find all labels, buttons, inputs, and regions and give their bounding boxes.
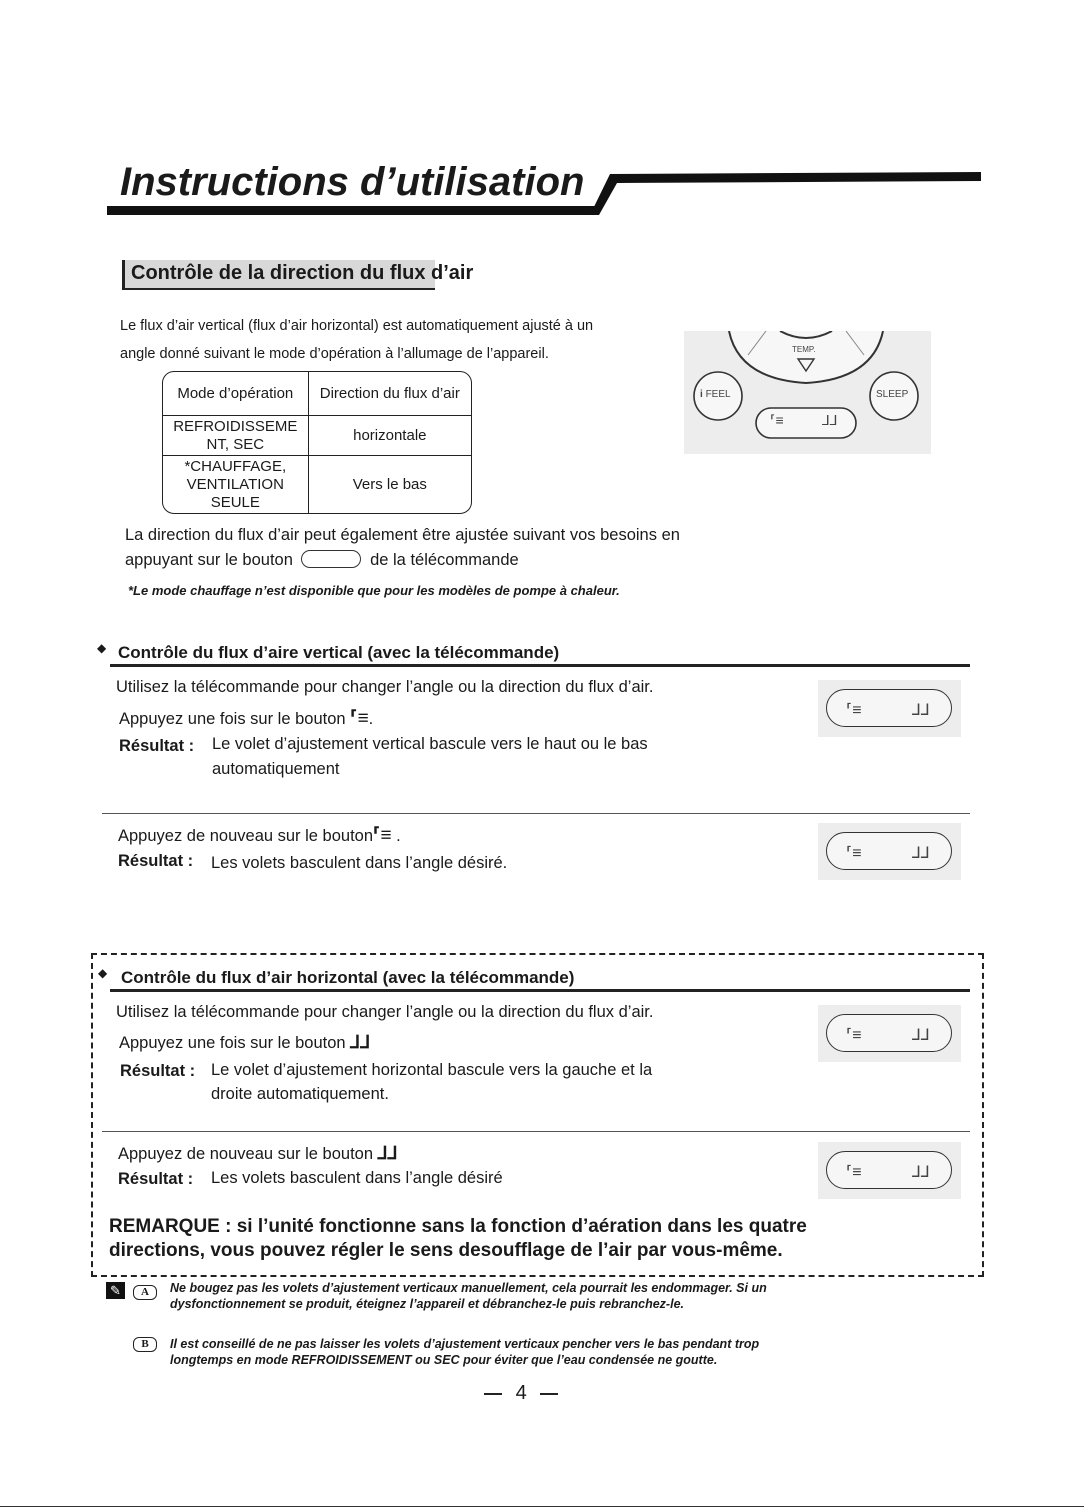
horizontal-heading-rule (110, 989, 970, 992)
vertical-intro: Utilisez la télécommande pour changer l’angle ou la direction du flux d’air. (116, 678, 654, 696)
swing-buttons-pill (826, 832, 952, 870)
note-a-line-2: dysfonctionnement se produit, éteignez l’appareil et débranchez-le puis rebranchez-le. (170, 1297, 684, 1311)
adjust-line-2 (125, 551, 519, 570)
mode-text: NT, SEC (206, 435, 265, 453)
swing-horizontal-icon: ⅃⅃ (912, 1027, 930, 1044)
table-header-mode: Mode d’opération (163, 372, 309, 416)
horizontal-step-1 (119, 1032, 370, 1053)
result-label: Résultat : (118, 852, 194, 870)
result-label: Résultat : (119, 737, 195, 755)
horizontal-result-2: Les volets basculent dans l’angle désiré (211, 1169, 503, 1187)
swing-vertical-icon: ⸢≡ (373, 825, 392, 846)
note-b-line-2: longtemps en mode REFROIDISSEMENT ou SEC pour éviter que l’eau condensée ne goutte. (170, 1353, 718, 1367)
note-b-line-1: Il est conseillé de ne pas laisser les volets d’ajustement verticaux pencher vers le bas pendant trop (170, 1337, 760, 1351)
remote-button-panel (818, 823, 961, 880)
table-row-mode (163, 416, 309, 456)
table-row-mode (163, 456, 309, 513)
feel-label: FEEL (705, 389, 731, 400)
vertical-heading: Contrôle du flux d’aire vertical (avec la télécommande) (118, 643, 560, 662)
swing-buttons-pill (826, 1151, 952, 1189)
feel-prefix: i (700, 389, 703, 400)
swing-vertical-icon: ⸢≡ (846, 845, 862, 862)
swing-button-icon (301, 550, 361, 568)
step-text: Appuyez une fois sur le bouton (119, 710, 346, 728)
section-title: Contrôle de la direction du flux d’air (131, 262, 474, 284)
remark-line-2: directions, vous pouvez régler le sens desoufflage de l’air par vous-même. (109, 1240, 783, 1261)
remote-button-panel (818, 1005, 961, 1062)
remote-control-image (684, 331, 931, 454)
pencil-note-icon: ✎ (106, 1282, 125, 1299)
result-label: Résultat : (118, 1170, 194, 1188)
swing-vertical-icon: ⸢≡ (846, 1164, 862, 1181)
swing-vertical-icon: ⸢≡ (846, 1027, 862, 1044)
footnote: *Le mode chauffage n’est disponible que pour les modèles de pompe à chaleur. (128, 583, 620, 598)
horizontal-step-2 (118, 1143, 398, 1164)
divider (102, 1131, 970, 1132)
divider (102, 813, 970, 814)
swing-horizontal-icon: ⅃⅃ (912, 845, 930, 862)
table-header-direction: Direction du flux d’air (309, 372, 471, 416)
page-number-text: 4 (515, 1382, 527, 1404)
step-text: Appuyez une fois sur le bouton (119, 1034, 346, 1052)
swing-horizontal-icon: ⅃⅃ (912, 702, 930, 719)
mode-text: REFROIDISSEME (173, 417, 298, 435)
swing-horizontal-icon: ⅃⅃ (822, 412, 838, 428)
swing-vertical-icon: ⸢≡ (770, 412, 784, 428)
note-a-line-1: Ne bougez pas les volets d’ajustement verticaux manuellement, cela pourrait les endommager. Si un (170, 1281, 767, 1295)
adjust-line-1: La direction du flux d’air peut également être ajustée suivant vos besoins en (125, 526, 680, 544)
mode-table (162, 371, 472, 514)
swing-vertical-icon: ⸢≡ (846, 702, 862, 719)
vertical-result-2: Les volets basculent dans l’angle désiré. (211, 854, 508, 872)
step-text: Appuyez de nouveau sur le bouton (118, 1145, 374, 1163)
bottom-border (0, 1506, 1084, 1507)
vertical-step-2: Appuyez de nouveau sur le bouton⸢≡ . (118, 825, 401, 846)
horizontal-result-1-line-2: droite automatiquement. (211, 1085, 389, 1103)
remote-button-panel (818, 680, 961, 737)
intro-line-1: Le flux d’air vertical (flux d’air horizontal) est automatiquement ajusté à un (120, 318, 594, 334)
temp-label: TEMP. (792, 345, 816, 354)
sleep-label: SLEEP (876, 389, 909, 400)
badge-letter: A (133, 1285, 157, 1300)
swing-buttons-pill (826, 1014, 952, 1052)
title-underline (105, 168, 985, 218)
result-label: Résultat : (120, 1062, 196, 1080)
table-row-direction: Vers le bas (352, 475, 427, 493)
page-number (484, 1382, 558, 1405)
swing-horizontal-icon: ⅃⅃ (350, 1032, 371, 1052)
vertical-result-1-line-1: Le volet d’ajustement vertical bascule vers le haut ou le bas (212, 735, 648, 753)
bullet-icon: ◆ (98, 966, 108, 980)
vertical-heading-rule (110, 664, 970, 667)
horizontal-heading: Contrôle du flux d’air horizontal (avec la télécommande) (121, 968, 575, 987)
adjust-line-2-post: de la télécommande (370, 551, 519, 569)
horizontal-result-1-line-1: Le volet d’ajustement horizontal bascule vers la gauche et la (211, 1061, 653, 1079)
mode-text: VENTILATION (186, 475, 284, 493)
bullet-icon: ◆ (97, 641, 107, 655)
page-title: Instructions d’utilisation (120, 160, 585, 204)
badge-letter: B (133, 1337, 157, 1352)
swing-vertical-icon: ⸢≡ (350, 708, 369, 729)
step-text: Appuyez de nouveau sur le bouton (118, 827, 374, 845)
horizontal-intro: Utilisez la télécommande pour changer l’angle ou la direction du flux d’air. (116, 1003, 654, 1021)
vertical-step-1: Appuyez une fois sur le bouton ⸢≡. (119, 708, 374, 729)
remark-line-1: REMARQUE : si l’unité fonctionne sans la fonction d’aération dans les quatre (109, 1216, 807, 1237)
vertical-result-1-line-2: automatiquement (212, 760, 340, 778)
remote-button-panel (818, 1142, 961, 1199)
note-b-badge (133, 1334, 157, 1352)
swing-horizontal-icon: ⅃⅃ (377, 1143, 398, 1163)
mode-text: *CHAUFFAGE, (184, 457, 287, 475)
intro-line-2: angle donné suivant le mode d’opération à l’allumage de l’appareil. (120, 346, 549, 362)
adjust-line-2-pre: appuyant sur le bouton (125, 551, 293, 569)
feel-button-label (700, 389, 731, 400)
swing-buttons-pill (826, 689, 952, 727)
swing-horizontal-icon: ⅃⅃ (912, 1164, 930, 1181)
table-row-direction: horizontale (309, 416, 471, 456)
note-a-badge (133, 1282, 157, 1300)
mode-text: SEULE (210, 493, 260, 511)
